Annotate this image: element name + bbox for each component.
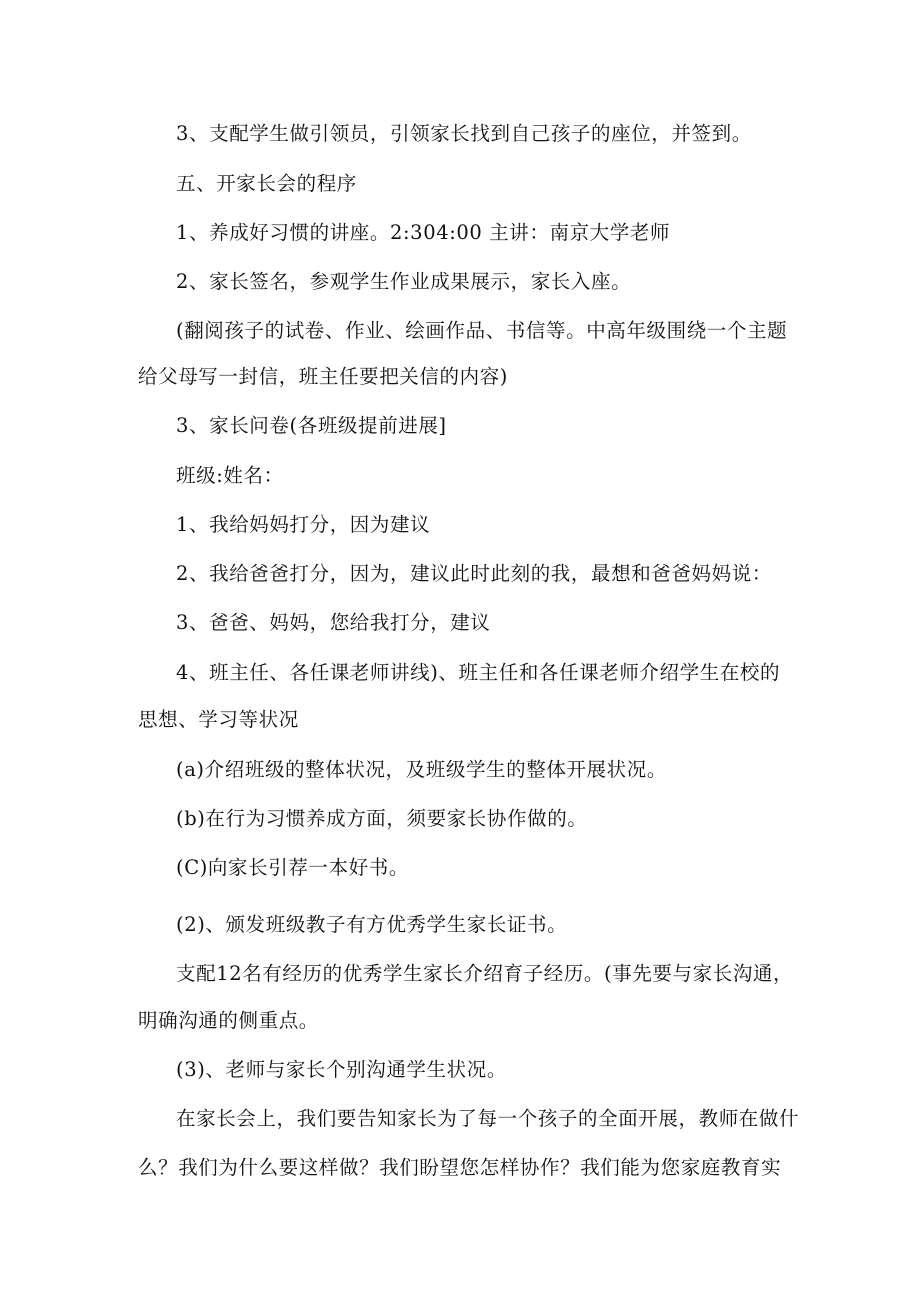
text-line: 3、爸爸、妈妈，您给我打分，建议: [176, 611, 491, 634]
text-line: (b)在行为习惯养成方面，须要家长协作做的。: [176, 807, 588, 830]
text-line: 思想、学习等状况: [138, 708, 299, 731]
text-line: (C)向家长引荐一本好书。: [176, 856, 409, 879]
text-line: 3、支配学生做引领员，引领家长找到自己孩子的座位，并签到。: [176, 122, 752, 145]
text-line: 么？我们为什么要这样做？我们盼望您怎样协作？我们能为您家庭教育实: [138, 1156, 782, 1179]
text-line: (翻阅孩子的试卷、作业、绘画作品、书信等。中高年级围绕一个主题: [176, 319, 788, 342]
text-line: 1、养成好习惯的讲座。2:304:00 主讲：南京大学老师: [176, 221, 671, 244]
text-line: 2、家长签名，参观学生作业成果展示，家长入座。: [176, 270, 632, 293]
section-heading: 五、开家长会的程序: [176, 172, 357, 195]
text-line: 给父母写一封信，班主任要把关信的内容): [138, 365, 509, 388]
text-line: 3、家长问卷(各班级提前进展]: [176, 414, 447, 437]
text-line: 4、班主任、各任课老师讲线)、班主任和各任课老师介绍学生在校的: [176, 661, 781, 684]
text-line: (a)介绍班级的整体状况，及班级学生的整体开展状况。: [176, 758, 667, 781]
text-line: 明确沟通的侧重点。: [138, 1009, 319, 1032]
text-line: 支配12名有经历的优秀学生家长介绍育子经历。(事先要与家长沟通，: [176, 962, 794, 985]
text-line: (3)、老师与家长个别沟通学生状况。: [176, 1058, 507, 1081]
text-line: (2)、颁发班级教子有方优秀学生家长证书。: [176, 913, 568, 936]
text-line: 2、我给爸爸打分，因为，建议此时此刻的我，最想和爸爸妈妈说：: [176, 562, 772, 585]
text-line: 在家长会上，我们要告知家长为了每一个孩子的全面开展，教师在做什: [176, 1107, 800, 1130]
text-line: 1、我给妈妈打分，因为建议: [176, 513, 431, 536]
text-line: 班级:姓名：: [176, 464, 284, 487]
